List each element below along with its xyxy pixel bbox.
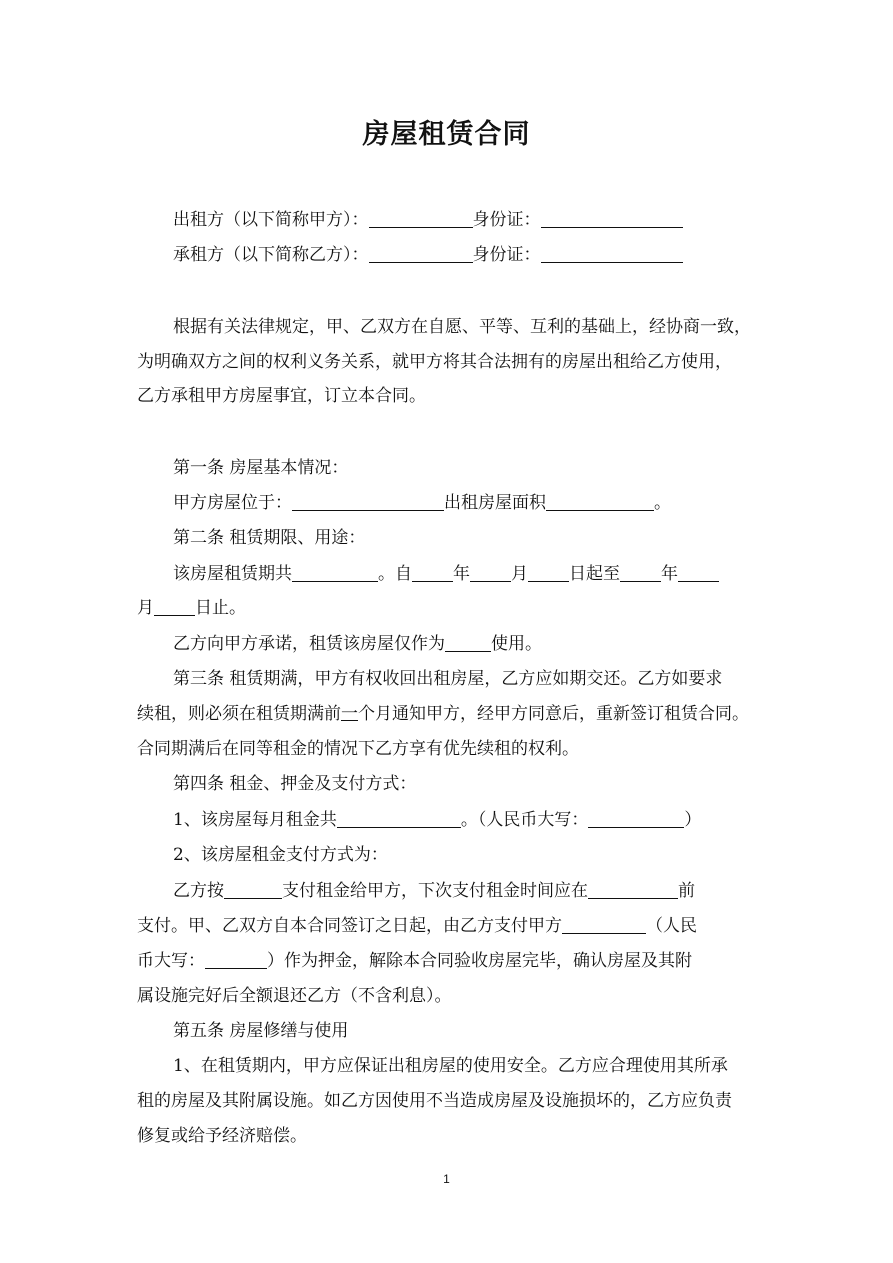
article-4-rent	[173, 808, 758, 832]
term-blank	[292, 563, 378, 582]
article-4-payment-heading: 2、该房屋租金支付方式为：	[173, 845, 388, 865]
deposit-text: ）作为押金，解除本合同验收房屋完毕，确认房屋及其附	[267, 951, 692, 971]
day-from-label: 日起至	[569, 564, 620, 584]
renew-text-b: 个月通知甲方，经甲方同意后，重新签订租赁合同。	[358, 704, 749, 724]
lessor-id-blank	[541, 209, 683, 228]
area-label: 出租房屋面积	[444, 493, 546, 513]
page-number: 1	[443, 1172, 450, 1186]
article-4-payment-1	[173, 879, 758, 903]
deposit-blank	[562, 915, 646, 934]
location-label: 甲方房屋位于：	[173, 493, 292, 513]
lessee-label: 承租方（以下简称乙方）：	[173, 245, 369, 265]
start-month-blank	[470, 563, 511, 582]
preamble-line-1: 根据有关法律规定，甲、乙双方在自愿、平等、互利的基础上，经协商一致，	[173, 317, 751, 337]
article-2-term	[173, 562, 758, 586]
year-label-2: 年	[661, 564, 678, 584]
start-day-blank	[528, 563, 569, 582]
renew-text-a: 续租，则必须在租赁期满前	[137, 704, 341, 724]
article-1-heading: 第一条 房屋基本情况：	[173, 458, 349, 478]
lessor-line	[173, 208, 758, 232]
end-year-blank	[620, 563, 661, 582]
lessor-id-label: 身份证：	[472, 210, 541, 230]
article-4-heading: 第四条 租金、押金及支付方式：	[173, 774, 417, 794]
article-2-use	[173, 632, 758, 656]
preamble-line-3: 乙方承租甲方房屋事宜，订立本合同。	[137, 386, 426, 406]
location-period: 。	[654, 493, 671, 513]
year-label: 年	[453, 564, 470, 584]
rent-label: 1、该房屋每月租金共	[173, 810, 337, 830]
article-2-heading: 第二条 租赁期限、用途：	[173, 528, 366, 548]
lessor-label: 出租方（以下简称甲方）：	[173, 210, 369, 230]
article-2-term-end	[137, 596, 757, 620]
rent-close-paren: ）	[684, 810, 702, 830]
document-title: 房屋租赁合同	[362, 119, 531, 150]
article-1-location	[173, 491, 758, 515]
article-4-payment-3	[137, 949, 757, 973]
pay-by-label: 乙方按	[173, 881, 224, 901]
rent-capital-blank	[588, 809, 684, 828]
lessee-id-label: 身份证：	[472, 245, 541, 265]
day-end-label: 日止。	[195, 598, 246, 618]
rent-blank	[337, 809, 461, 828]
use-label: 乙方向甲方承诺，租赁该房屋仅作为	[173, 634, 445, 654]
lessee-id-blank	[541, 244, 683, 263]
pay-next-blank	[588, 880, 678, 899]
lessee-line	[173, 243, 758, 267]
article-3-line-3: 合同期满后在同等租金的情况下乙方享有优先续租的权利。	[137, 739, 579, 759]
end-month-blank-a	[678, 563, 719, 582]
month-label-2: 月	[137, 598, 154, 618]
term-from: 。自	[378, 564, 412, 584]
deposit-label: 支付。甲、乙双方自本合同签订之日起，由乙方支付甲方	[137, 916, 562, 936]
article-4-payment-4: 属设施完好后全额退还乙方（不含利息）。	[137, 986, 452, 1006]
renew-months: 一	[341, 704, 358, 724]
article-5-line-1: 1、在租赁期内，甲方应保证出租房屋的使用安全。乙方应合理使用其所承	[173, 1056, 728, 1076]
article-5-line-3: 修复或给予经济赔偿。	[137, 1126, 307, 1146]
area-blank	[546, 492, 654, 511]
article-3-line-1: 第三条 租赁期满，甲方有权收回出租房屋，乙方应如期交还。乙方如要求	[173, 669, 723, 689]
end-day-blank	[154, 597, 195, 616]
rent-capital-label: 。（人民币大写：	[460, 810, 589, 830]
month-label: 月	[511, 564, 528, 584]
article-5-line-2: 租的房屋及其附属设施。如乙方因使用不当造成房屋及设施损坏的，乙方应负责	[137, 1091, 732, 1111]
deposit-capital-label: 币大写：	[137, 951, 205, 971]
use-blank	[445, 633, 491, 652]
article-5-heading: 第五条 房屋修缮与使用	[173, 1021, 349, 1041]
deposit-capital-open: （人民	[646, 916, 697, 936]
pay-before: 前	[678, 881, 695, 901]
use-suffix: 使用。	[491, 634, 542, 654]
location-blank	[292, 492, 444, 511]
start-year-blank	[412, 563, 453, 582]
deposit-capital-blank	[205, 950, 267, 969]
preamble-line-2: 为明确双方之间的权利义务关系，就甲方将其合法拥有的房屋出租给乙方使用，	[137, 352, 732, 372]
lessee-name-blank	[369, 244, 473, 263]
article-3-line-2	[137, 702, 757, 726]
pay-next-label: 支付租金给甲方，下次支付租金时间应在	[282, 881, 588, 901]
lessor-name-blank	[369, 209, 473, 228]
pay-cycle-blank	[224, 880, 282, 899]
term-label: 该房屋租赁期共	[173, 564, 292, 584]
article-4-payment-2	[137, 914, 757, 938]
